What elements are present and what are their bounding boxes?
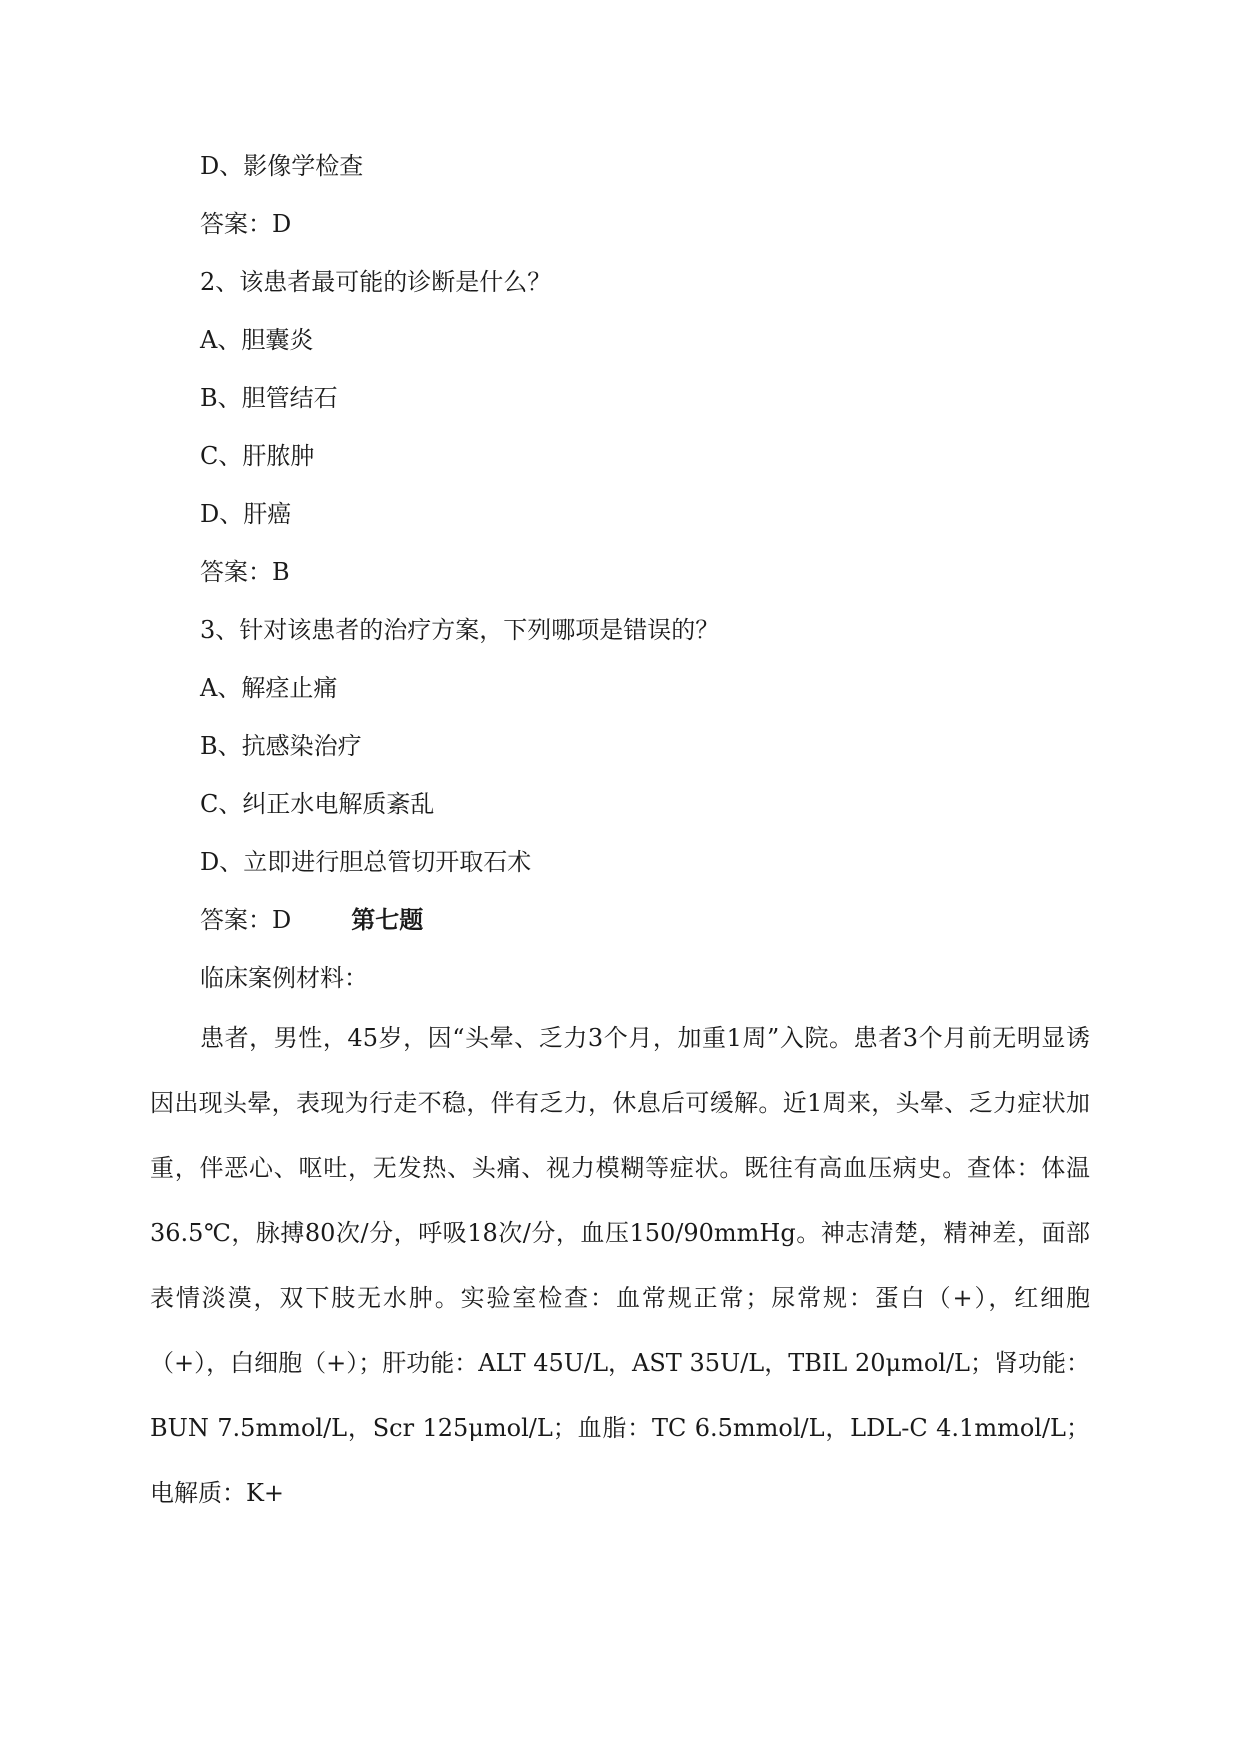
q3-answer-row <box>200 904 423 936</box>
section-heading: 第七题 <box>351 905 424 934</box>
q3-answer: 答案：D <box>200 906 292 934</box>
q3-option-d: D、立即进行胆总管切开取石术 <box>200 848 532 876</box>
q1-option-d: D、影像学检查 <box>200 152 364 180</box>
case-paragraph: 患者，男性，45岁，因“头晕、乏力3个月，加重1周”入院。患者3个月前无明显诱因出现头晕，表现为行走不稳，伴有乏力，休息后可缓解。近1周来，头晕、乏力症状加重，伴恶心、呕吐，无发热、头痛、视力模糊等症状。既往有高血压病史。查体：体温36.5℃，脉搏80次/分，呼吸18次/分，血压150/90mmHg。神志清楚，精神差，面部表情淡漠，双下肢无水肿。实验室检查：血常规正常；尿常规：蛋白（+），红细胞（+），白细胞（+）；肝功能：ALT 45U/L，AST 35U/L，TBIL 20μmol/L；肾功能：BUN 7.5mmol/L，Scr 125μmol/L；血脂：TC 6.5mmol/L，LDL-C 4.1mmol/L；电解质：K+ <box>150 1024 1090 1507</box>
q2-answer: 答案：B <box>200 558 290 586</box>
q2-option-c: C、肝脓肿 <box>200 442 315 470</box>
q2-option-b: B、胆管结石 <box>200 384 338 412</box>
q1-answer: 答案：D <box>200 210 292 238</box>
q2-option-a: A、胆囊炎 <box>200 326 314 354</box>
q3-option-c: C、纠正水电解质紊乱 <box>200 790 435 818</box>
q2-option-d: D、肝癌 <box>200 500 292 528</box>
q3-question: 3、针对该患者的治疗方案，下列哪项是错误的？ <box>200 616 720 644</box>
q2-question: 2、该患者最可能的诊断是什么？ <box>200 268 552 296</box>
material-label: 临床案例材料： <box>200 964 368 992</box>
q3-option-b: B、抗感染治疗 <box>200 732 362 760</box>
q3-option-a: A、解痉止痛 <box>200 674 338 702</box>
